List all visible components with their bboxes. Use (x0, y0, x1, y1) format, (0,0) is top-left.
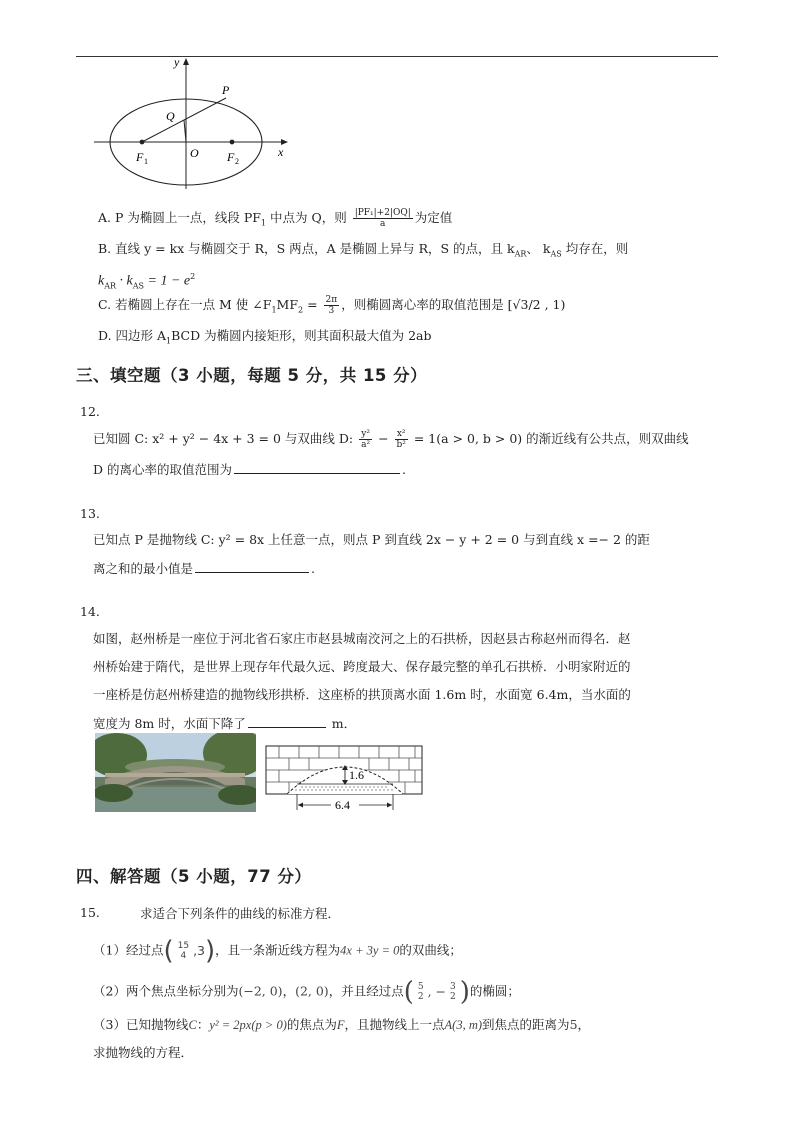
q12-line2-post: . (402, 462, 406, 477)
q13-line1: 已知点 P 是抛物线 C: y² = 8x 上任意一点，则点 P 到直线 2x − y + 2 = 0 与到直线 x =− 2 的距 (93, 532, 650, 547)
option-B-k-sub2: AS (132, 281, 145, 291)
option-D-sub: 1 (166, 336, 172, 346)
q12-frac2-num: x² (395, 429, 408, 440)
q15-p3-F: F (336, 1018, 345, 1032)
arch-bridge-diagram (265, 744, 425, 814)
q14-line4 (93, 715, 356, 733)
q15-p3-eq: y² = 2px(p > 0) (209, 1018, 287, 1032)
option-C-mid1: MF (276, 297, 299, 312)
option-D-post: BCD 为椭圆内接矩形，则其面积最大值为 2ab (171, 328, 432, 343)
q15-p1-mid: ，且一条渐近线方程为 (215, 942, 341, 958)
option-C-frac-num: 2π (325, 295, 338, 305)
label-Q: Q (166, 109, 175, 123)
q14-line4-post: m． (327, 716, 357, 731)
option-B-k2: · k (116, 273, 133, 289)
arch-height-label: 1.6 (349, 768, 364, 782)
label-O: O (190, 146, 199, 160)
option-A (98, 208, 452, 233)
option-B-sub1: AR (514, 249, 527, 259)
q15-p1-frac-den: 4 (180, 951, 187, 961)
q15-p3-mid3: 到焦点的距离为 (482, 1017, 570, 1032)
q14-answer-blank[interactable] (248, 715, 326, 728)
option-B-post: 均存在，则 (561, 241, 629, 256)
q15-part3-line2: 求抛物线的方程． (93, 1045, 194, 1060)
q12-minus: − (374, 431, 393, 446)
option-A-mid: 中点为 Q，则 (266, 210, 351, 225)
ellipse-figure (90, 56, 300, 192)
option-B-sup: 2 (190, 272, 196, 281)
q14-line2: 州桥始建于隋代，是世界上现存年代最久远、跨度最大、保存最完整的单孔石拱桥．小明家附近的 (93, 659, 631, 674)
label-F2-sub: 2 (235, 157, 239, 166)
q15-p3-C: C (188, 1018, 197, 1032)
q15-p2-sep: , − (427, 984, 447, 999)
q14-line1: 如图，赵州桥是一座位于河北省石家庄市赵县城南洨河之上的石拱桥，因赵县古称赵州而得名．赵 (93, 631, 631, 646)
q15-p3-mid: 的焦点为 (286, 1017, 337, 1032)
q15-p2-comma: ， (282, 983, 296, 999)
q15-p2-f2: (2, 0) (295, 983, 329, 999)
q15-intro: 求适合下列条件的曲线的标准方程． (140, 906, 341, 921)
q15-p2-frac2-num: 3 (450, 982, 456, 992)
q14-line4-pre: 宽度为 8m 时，水面下降了 (93, 716, 246, 731)
label-F1: F (136, 150, 144, 164)
q15-p2-point: ( 5 2 , − 3 2 ) (403, 977, 470, 1007)
section4-title: 四、解答题（5 小题，77 分） (76, 867, 312, 886)
q12-answer-blank[interactable] (234, 461, 400, 474)
q12-line2-pre: D 的离心率的取值范围为 (93, 462, 232, 477)
focus-F2-point (230, 140, 235, 145)
q15-p2-frac1-den: 2 (417, 992, 424, 1002)
q15-p1-y: ,3 (193, 943, 205, 958)
q15-p1-frac-num: 15 (177, 941, 190, 951)
option-B-text: B. 直线 y = kx 与椭圆交于 R，S 两点，A 是椭圆上异与 R，S 的点，且 k (98, 241, 515, 256)
focus-F1-point (140, 140, 145, 145)
q15-number: 15. (80, 905, 100, 920)
q12-frac2-den: b² (396, 440, 406, 450)
q12-frac1-num: y² (359, 429, 372, 440)
q15-part2 (93, 977, 520, 1007)
q15-p2-frac2 (448, 982, 458, 1002)
q15-p3-colon: ： (196, 1017, 210, 1032)
option-A-frac-den: a (380, 219, 386, 229)
option-B-rhs: = 1 − e (144, 273, 191, 289)
q15-p2-post: 的椭圆； (469, 983, 520, 999)
q14-line3: 一座桥是仿赵州桥建造的抛物线形拱桥．这座桥的拱顶离水面 1.6m 时，水面宽 6.4m，当水面的 (93, 687, 631, 702)
q15-p2-mid: ，并且经过点 (328, 983, 404, 999)
q15-p1-post: 的双曲线； (399, 942, 462, 958)
q15-p3-5: 5 (569, 1017, 578, 1032)
q12-frac1 (359, 429, 372, 450)
option-B-line1 (98, 240, 628, 264)
option-B-mid: 、 k (526, 241, 551, 256)
option-B-k: k (98, 273, 105, 289)
q12-line1 (93, 429, 689, 450)
q15-p2-frac1-num: 5 (417, 982, 424, 992)
q12-line1-pre: 已知圆 C: x² + y² − 4x + 3 = 0 与双曲线 D: (93, 431, 358, 446)
option-D (98, 327, 431, 351)
q15-p3-A: A(3, m) (444, 1018, 483, 1032)
q12-line2 (93, 461, 406, 479)
q15-p1-pre: （1）经过点 (93, 942, 164, 958)
option-A-pre: A. P 为椭圆上一点，线段 PF (98, 210, 261, 225)
option-C-range: [√3/2 , 1) (507, 297, 566, 312)
q15-p1-eq: 4x + 3y = 0 (340, 943, 400, 958)
q15-p2-pre: （2）两个焦点坐标分别为 (93, 983, 239, 999)
q15-p2-frac1 (416, 982, 426, 1002)
q12-line1-post: = 1(a > 0, b > 0) 的渐近线有公共点，则双曲线 (409, 431, 689, 446)
q13-answer-blank[interactable] (195, 560, 309, 573)
q15-p1-point: ( 15 4 ,3) (163, 936, 216, 966)
q15-part1 (93, 936, 462, 966)
q15-p1-frac (176, 941, 191, 961)
option-D-pre: D. 四边形 A (98, 328, 167, 343)
q15-p3-pre: （3）已知抛物线 (93, 1017, 189, 1032)
q12-frac2 (395, 429, 408, 450)
option-C-pre: C. 若椭圆上存在一点 M 使 ∠F (98, 297, 272, 312)
option-A-post: 为定值 (414, 210, 453, 225)
q15-part3 (93, 1016, 590, 1034)
label-F2: F (227, 150, 235, 164)
q12-frac1-den: a² (361, 440, 371, 450)
option-B-line2 (98, 268, 195, 295)
option-A-sub: 1 (260, 218, 267, 228)
q13-line2 (93, 560, 315, 578)
option-C-post: ，则椭圆离心率的取值范围是 (341, 297, 508, 312)
option-A-fraction (353, 208, 413, 229)
option-C-mid2: = (303, 297, 322, 312)
label-x: x (278, 145, 284, 159)
q13-number: 13. (80, 506, 100, 521)
q15-p2-frac2-den: 2 (450, 992, 456, 1002)
q15-p3-mid2: ，且抛物线上一点 (344, 1017, 445, 1032)
q13-line2-post: . (311, 561, 315, 576)
q15-p2-f1: (−2, 0) (238, 983, 283, 999)
option-C-s1: 1 (271, 305, 277, 315)
option-B-k-sub1: AR (104, 281, 117, 291)
q15-p3-end: ， (577, 1017, 591, 1032)
option-C (98, 295, 565, 320)
option-B-sub2: AS (550, 249, 562, 259)
label-P: P (222, 83, 230, 97)
q13-line2-pre: 离之和的最小值是 (93, 561, 194, 576)
section3-title: 三、填空题（3 小题，每题 5 分，共 15 分） (76, 366, 428, 385)
label-y: y (174, 56, 180, 69)
zhaozhou-bridge-photo (95, 733, 256, 812)
label-F1-sub: 1 (144, 157, 148, 166)
q14-number: 14. (80, 604, 100, 619)
y-axis-arrow (183, 58, 189, 65)
option-C-fraction (324, 295, 340, 316)
option-C-frac-den: 3 (328, 306, 335, 316)
q12-number: 12. (80, 404, 100, 419)
arch-width-label: 6.4 (335, 798, 350, 812)
option-A-frac-num: |PF₁|+2|OQ| (354, 208, 411, 218)
option-C-s2: 2 (298, 305, 304, 315)
